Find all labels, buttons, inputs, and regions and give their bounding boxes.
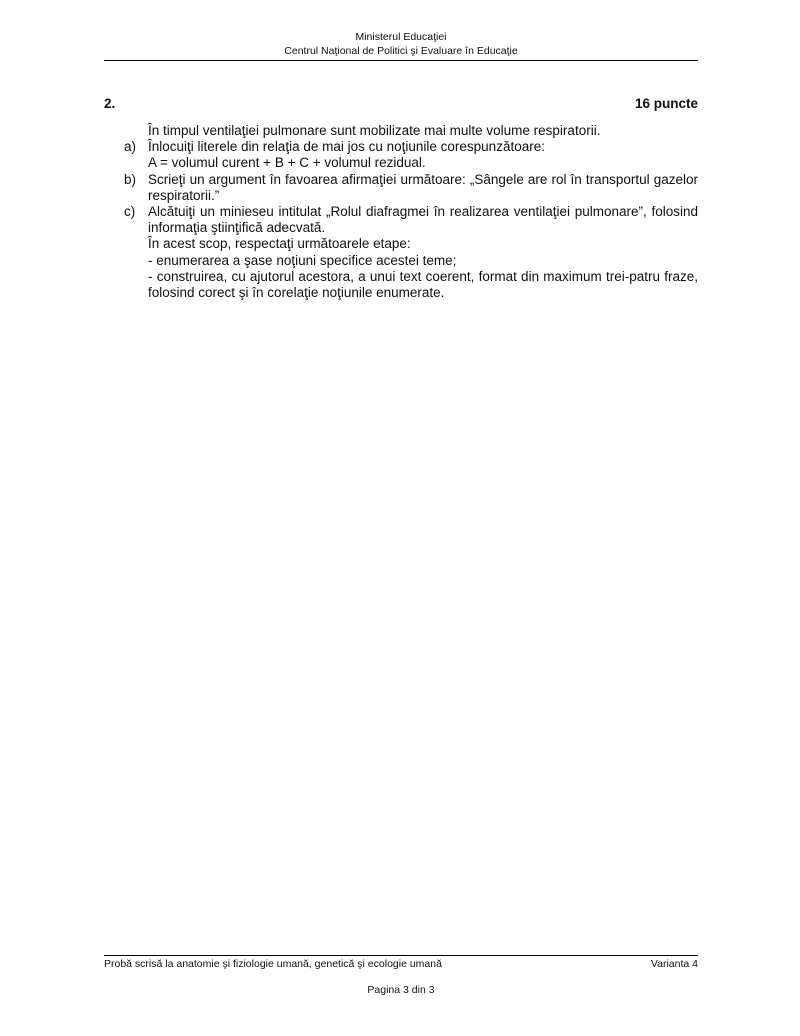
header-center: Centrul Naţional de Politici şi Evaluare în Educaţie [284, 45, 518, 57]
footer-exam-title: Probă scrisă la anatomie şi fiziologie umană, genetică şi ecologie umană [104, 958, 442, 970]
page-header [104, 30, 698, 58]
item-a-line-2: A = volumul curent + B + C + volumul rezidual. [148, 155, 426, 171]
item-b-line-1: Scrieţi un argument în favoarea afirmaţiei următoare: „Sângele are rol în transportul gazelor respiratorii.” [148, 171, 698, 203]
item-b-mark: b) [124, 171, 137, 187]
item-c-line-3: - enumerarea a şase noţiuni specifice acestei teme; [148, 252, 457, 268]
item-c-line-4: - construirea, cu ajutorul acestora, a unui text coerent, format din maximum trei-patru fraze, folosind corect şi în corelaţie noţiunile enumerate. [148, 268, 698, 301]
item-a [104, 139, 698, 171]
question-body [104, 123, 698, 301]
header-divider [104, 60, 698, 61]
item-c-line-2: În acest scop, respectaţi următoarele etape: [148, 236, 411, 252]
footer-divider [104, 955, 698, 956]
question-number: 2. [104, 96, 116, 111]
question-points: 16 puncte [634, 96, 698, 111]
page-number: Pagina 3 din 3 [367, 984, 435, 996]
item-c-mark: c) [124, 204, 136, 220]
item-a-mark: a) [124, 139, 137, 155]
question-intro: În timpul ventilaţiei pulmonare sunt mobilizate mai multe volume respiratorii. [148, 123, 601, 138]
item-b [104, 172, 698, 204]
item-c-line-1: Alcătuiţi un minieseu intitulat „Rolul diafragmei în realizarea ventilaţiei pulmonare”, folosind informaţia ştiinţifică adecvată. [148, 204, 698, 236]
header-ministry: Ministerul Educaţiei [355, 31, 447, 43]
item-a-line-1: Înlocuiţi literele din relaţia de mai jos cu noţiunile corespunzătoare: [148, 139, 545, 155]
footer-variant: Varianta 4 [650, 958, 698, 970]
item-c [104, 204, 698, 301]
